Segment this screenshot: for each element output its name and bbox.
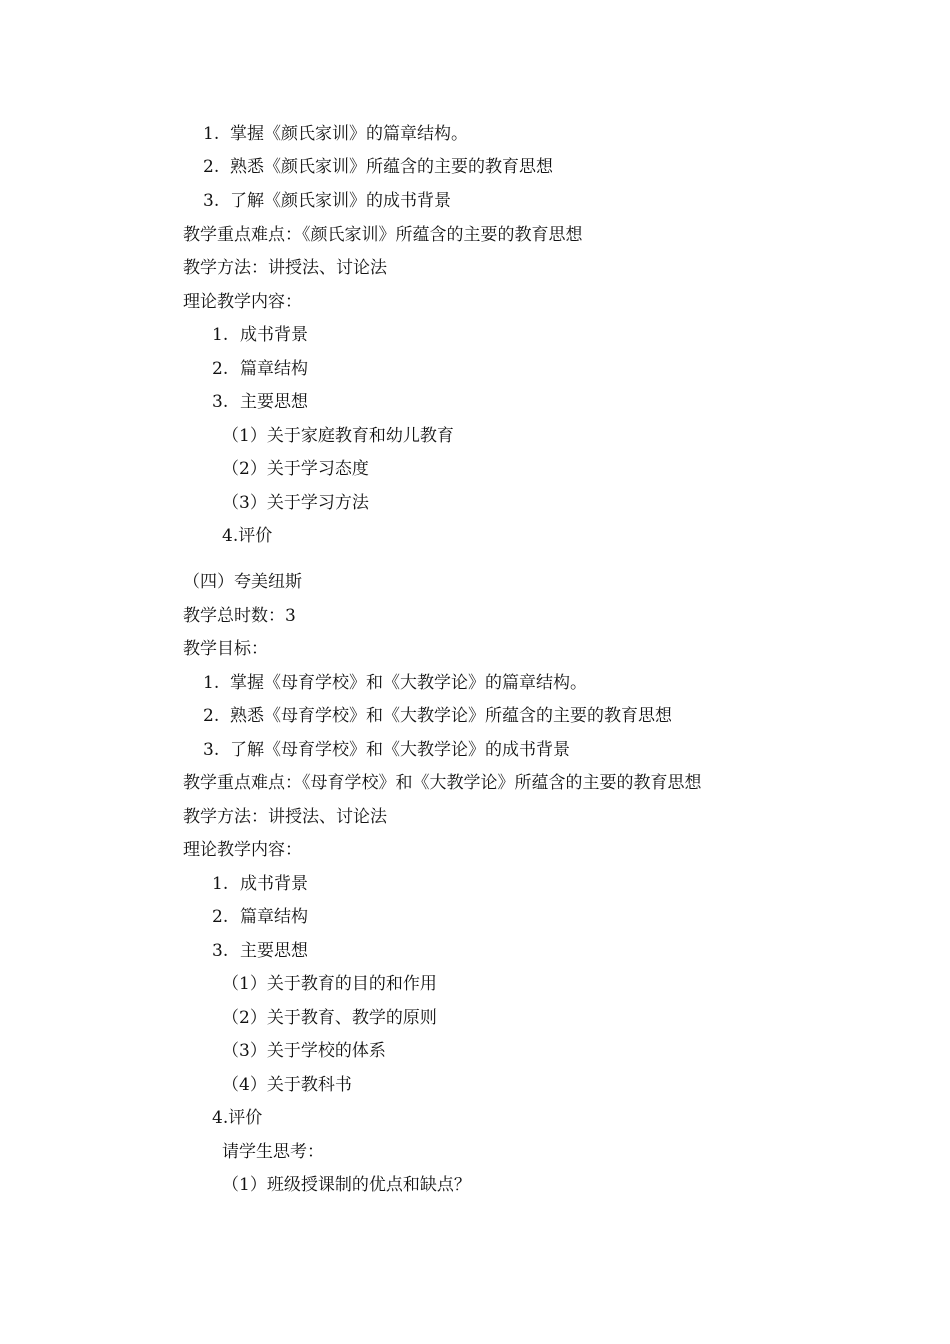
objective-item (203, 739, 570, 761)
item-number: 2. (203, 706, 220, 726)
think-label: 请学生思考： (222, 1142, 324, 1162)
sub-item: （2）关于教育、教学的原则 (222, 1008, 437, 1028)
content-label: 理论教学内容： (183, 840, 302, 860)
item-number: 1. (203, 124, 220, 144)
item-number: 3. (212, 392, 229, 412)
item-text: 篇章结构 (240, 359, 308, 379)
item-number: 1. (212, 325, 229, 345)
content-item (212, 324, 308, 346)
item-number: 3. (203, 740, 220, 760)
item-text: 掌握《母育学校》和《大教学论》的篇章结构。 (230, 673, 587, 693)
teaching-methods: 教学方法：讲授法、讨论法 (183, 807, 387, 827)
teaching-methods: 教学方法：讲授法、讨论法 (183, 258, 387, 278)
item-text: 成书背景 (240, 874, 308, 894)
content-item (212, 940, 308, 962)
content-item (212, 358, 308, 380)
key-points: 教学重点难点：《颜氏家训》所蕴含的主要的教育思想 (183, 225, 583, 245)
item-text: 主要思想 (240, 941, 308, 961)
item-number: 3. (212, 941, 229, 961)
item-text: 了解《颜氏家训》的成书背景 (230, 191, 451, 211)
objective-item (203, 705, 672, 727)
think-item: （1）班级授课制的优点和缺点？ (222, 1175, 471, 1195)
content-item (212, 391, 308, 413)
objective-item (203, 672, 587, 694)
evaluation-item: 4.评价 (222, 526, 273, 546)
key-points: 教学重点难点：《母育学校》和《大教学论》所蕴含的主要的教育思想 (183, 773, 702, 793)
objective-item (203, 156, 553, 178)
content-item (212, 906, 308, 928)
content-label: 理论教学内容： (183, 292, 302, 312)
item-number: 2. (212, 907, 229, 927)
objective-item (203, 123, 468, 145)
item-text: 成书背景 (240, 325, 308, 345)
sub-item: （2）关于学习态度 (222, 459, 369, 479)
objectives-label: 教学目标： (183, 639, 268, 659)
item-number: 2. (212, 359, 229, 379)
section-heading: （四）夸美纽斯 (183, 572, 302, 592)
item-number: 3. (203, 191, 220, 211)
total-hours: 教学总时数：3 (183, 606, 296, 626)
item-text: 了解《母育学校》和《大教学论》的成书背景 (230, 740, 570, 760)
sub-item: （1）关于教育的目的和作用 (222, 974, 437, 994)
item-number: 1. (212, 874, 229, 894)
evaluation-item: 4.评价 (212, 1108, 263, 1128)
sub-item: （1）关于家庭教育和幼儿教育 (222, 426, 454, 446)
item-text: 熟悉《母育学校》和《大教学论》所蕴含的主要的教育思想 (230, 706, 672, 726)
item-number: 1. (203, 673, 220, 693)
item-text: 篇章结构 (240, 907, 308, 927)
content-item (212, 873, 308, 895)
sub-item: （3）关于学校的体系 (222, 1041, 386, 1061)
item-text: 熟悉《颜氏家训》所蕴含的主要的教育思想 (230, 157, 553, 177)
objective-item (203, 190, 451, 212)
sub-item: （3）关于学习方法 (222, 493, 369, 513)
item-number: 2. (203, 157, 220, 177)
sub-item: （4）关于教科书 (222, 1075, 352, 1095)
item-text: 掌握《颜氏家训》的篇章结构。 (230, 124, 468, 144)
item-text: 主要思想 (240, 392, 308, 412)
